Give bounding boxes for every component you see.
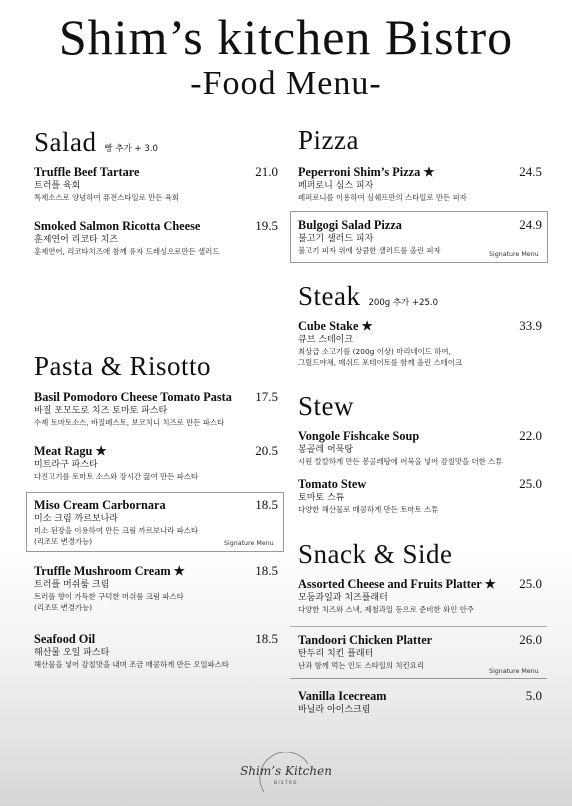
salad-note: 빵 추가 + 3.0 xyxy=(104,144,158,154)
logo-subtitle: BISTRO xyxy=(274,780,298,785)
item-name: Assorted Cheese and Fruits Platter ★ xyxy=(298,577,496,591)
item-korean-name: 봉골레 어묵탕 xyxy=(298,445,354,455)
item-price: 25.0 xyxy=(519,476,542,491)
item-korean-name: 불고기 샐러드 피자 xyxy=(298,234,374,244)
item-price: 19.5 xyxy=(255,218,278,233)
item-name: Peperroni Shim’s Pizza ★ xyxy=(298,165,435,179)
steak-note: 200g 추가 +25.0 xyxy=(368,298,438,308)
item-price: 21.0 xyxy=(255,164,278,179)
menu-title: Shim’s kitchen Bistro xyxy=(58,9,514,65)
snack-title: Snack & Side xyxy=(298,539,453,569)
item-name: Cube Stake ★ xyxy=(298,319,373,333)
item-description: 다진고기를 토마토 소스와 장시간 끓여 만든 파스타 xyxy=(34,472,199,481)
signature-line-tandoori-top xyxy=(290,626,547,627)
salad-header xyxy=(34,126,278,162)
stew-header xyxy=(298,390,542,426)
stew-title: Stew xyxy=(298,391,354,421)
menu-item xyxy=(298,164,542,203)
menu-item xyxy=(34,563,278,613)
item-description-note: (리조또 변경가능) xyxy=(34,603,93,612)
item-name: Miso Cream Carbornara xyxy=(34,498,166,512)
item-price: 18.5 xyxy=(255,563,278,578)
item-description: 난과 함께 먹는 인도 스타일의 치킨요리 xyxy=(298,661,424,670)
item-price: 18.5 xyxy=(255,497,278,512)
signature-label: Signature Menu xyxy=(224,540,274,547)
salad-title: Salad xyxy=(34,127,97,157)
menu-item xyxy=(298,576,542,615)
item-korean-name: 트러플 육회 xyxy=(34,181,81,191)
menu-item-signature xyxy=(298,632,542,671)
item-name: Basil Pomodoro Cheese Tomato Pasta xyxy=(34,390,232,404)
item-korean-name: 훈제연어 리코타 치즈 xyxy=(34,235,118,245)
item-name: Vongole Fishcake Soup xyxy=(298,429,420,443)
item-price: 18.5 xyxy=(255,631,278,646)
item-name: Seafood Oil xyxy=(34,632,96,646)
steak-section xyxy=(298,280,542,367)
pizza-header xyxy=(298,124,542,160)
item-description: 미소 된장을 이용하여 만든 크림 까르보나라 파스타 xyxy=(34,526,199,535)
item-name: Truffle Beef Tartare xyxy=(34,165,140,179)
item-korean-name: 미소 크림 까르보나라 xyxy=(34,514,118,524)
item-price: 24.9 xyxy=(519,217,542,232)
menu-item xyxy=(298,688,542,716)
item-name: Bulgogi Salad Pizza xyxy=(298,218,402,232)
item-korean-name: 미트라구 파스타 xyxy=(34,460,98,470)
menu-item xyxy=(34,443,278,482)
item-name: Vanilla Icecream xyxy=(298,689,387,703)
item-name: Tomato Stew xyxy=(298,477,367,491)
item-price: 22.0 xyxy=(519,428,542,443)
signature-label: Signature Menu xyxy=(489,251,539,258)
item-description: 해산물을 넣어 감칠맛을 내며 조금 매콤하게 만든 오일파스타 xyxy=(34,660,229,669)
item-name: Meat Ragu ★ xyxy=(34,444,107,458)
item-korean-name: 해산물 오일 파스타 xyxy=(34,648,110,658)
menu-item xyxy=(298,428,542,467)
signature-line-tandoori xyxy=(290,678,547,679)
menu-item xyxy=(34,389,278,428)
item-name: Truffle Mushroom Cream ★ xyxy=(34,564,185,578)
item-description: 시원 칼칼하게 만든 봉골레탕에 어묵을 넣어 감칠맛을 더한 스튜 xyxy=(298,457,503,466)
item-description-line2: 그릴드야채, 매쉬드 포테이토를 함께 올린 스테이크 xyxy=(298,358,463,367)
item-price: 25.0 xyxy=(519,576,542,591)
snack-header xyxy=(298,538,542,574)
menu-item xyxy=(34,631,278,670)
item-name: Smoked Salmon Ricotta Cheese xyxy=(34,219,201,233)
item-price: 33.9 xyxy=(519,318,542,333)
item-korean-name: 큐브 스테이크 xyxy=(298,335,354,345)
item-description: 다양한 치즈와 스낵, 제철과일 등으로 준비한 와인 안주 xyxy=(298,605,474,614)
signature-label: Signature Menu xyxy=(489,668,539,675)
item-korean-name: 트러플 머쉬룸 크림 xyxy=(34,580,110,590)
item-description: 최상급 소고기를 (200g 이상) 마리네이드 하여, xyxy=(298,347,451,356)
pasta-header xyxy=(34,350,278,386)
menu-subtitle: -Food Menu- xyxy=(190,65,382,102)
item-price: 26.0 xyxy=(519,632,542,647)
item-description: 다양한 해산물로 매콤하게 만든 토마토 스튜 xyxy=(298,505,439,514)
menu-item xyxy=(34,218,278,257)
salad-section xyxy=(34,126,278,256)
stew-section xyxy=(298,390,542,514)
item-description: 훈제연어, 리코타치즈에 참깨 유자 드레싱으로만든 샐러드 xyxy=(34,247,220,256)
item-price: 17.5 xyxy=(255,389,278,404)
item-price: 5.0 xyxy=(525,688,542,703)
item-price: 24.5 xyxy=(519,164,542,179)
item-description: 불고기 피자 위에 상큼한 샐러드를 올린 피자 xyxy=(298,246,441,255)
item-korean-name: 토마토 스튜 xyxy=(298,493,345,503)
pasta-title: Pasta & Risotto xyxy=(34,351,212,381)
pizza-title: Pizza xyxy=(298,125,359,155)
item-korean-name: 모둠과일과 치즈플래터 xyxy=(298,593,388,603)
item-description-note: (리조또 변경가능) xyxy=(34,537,93,546)
menu-item xyxy=(34,164,278,203)
item-description: 특제소스로 양념하여 퓨전스타일로 만든 육회 xyxy=(34,193,180,202)
item-korean-name: 탄두리 치킨 플래터 xyxy=(298,649,374,659)
item-description: 트러플 향이 가득한 구덕한 머쉬룸 크림 파스타 xyxy=(34,592,184,601)
item-korean-name: 페퍼로니 심스 피자 xyxy=(298,181,374,191)
item-name: Tandoori Chicken Platter xyxy=(298,633,433,647)
item-description: 수제 토마토소스, 바질페스토, 보코치니 치즈로 만든 파스타 xyxy=(34,418,225,427)
item-description: 페퍼로니를 이용하여 심쉐프만의 스타일로 만든 피자 xyxy=(298,193,467,202)
steak-title: Steak xyxy=(298,281,361,311)
steak-header xyxy=(298,280,542,316)
item-price: 20.5 xyxy=(255,443,278,458)
item-korean-name: 바질 포모도로 치즈 토마토 파스타 xyxy=(34,406,168,416)
logo-name: Shim’s Kitchen xyxy=(240,764,332,778)
menu-item xyxy=(298,318,542,368)
menu-item xyxy=(298,476,542,515)
item-korean-name: 바닐라 아이스크림 xyxy=(298,705,371,715)
